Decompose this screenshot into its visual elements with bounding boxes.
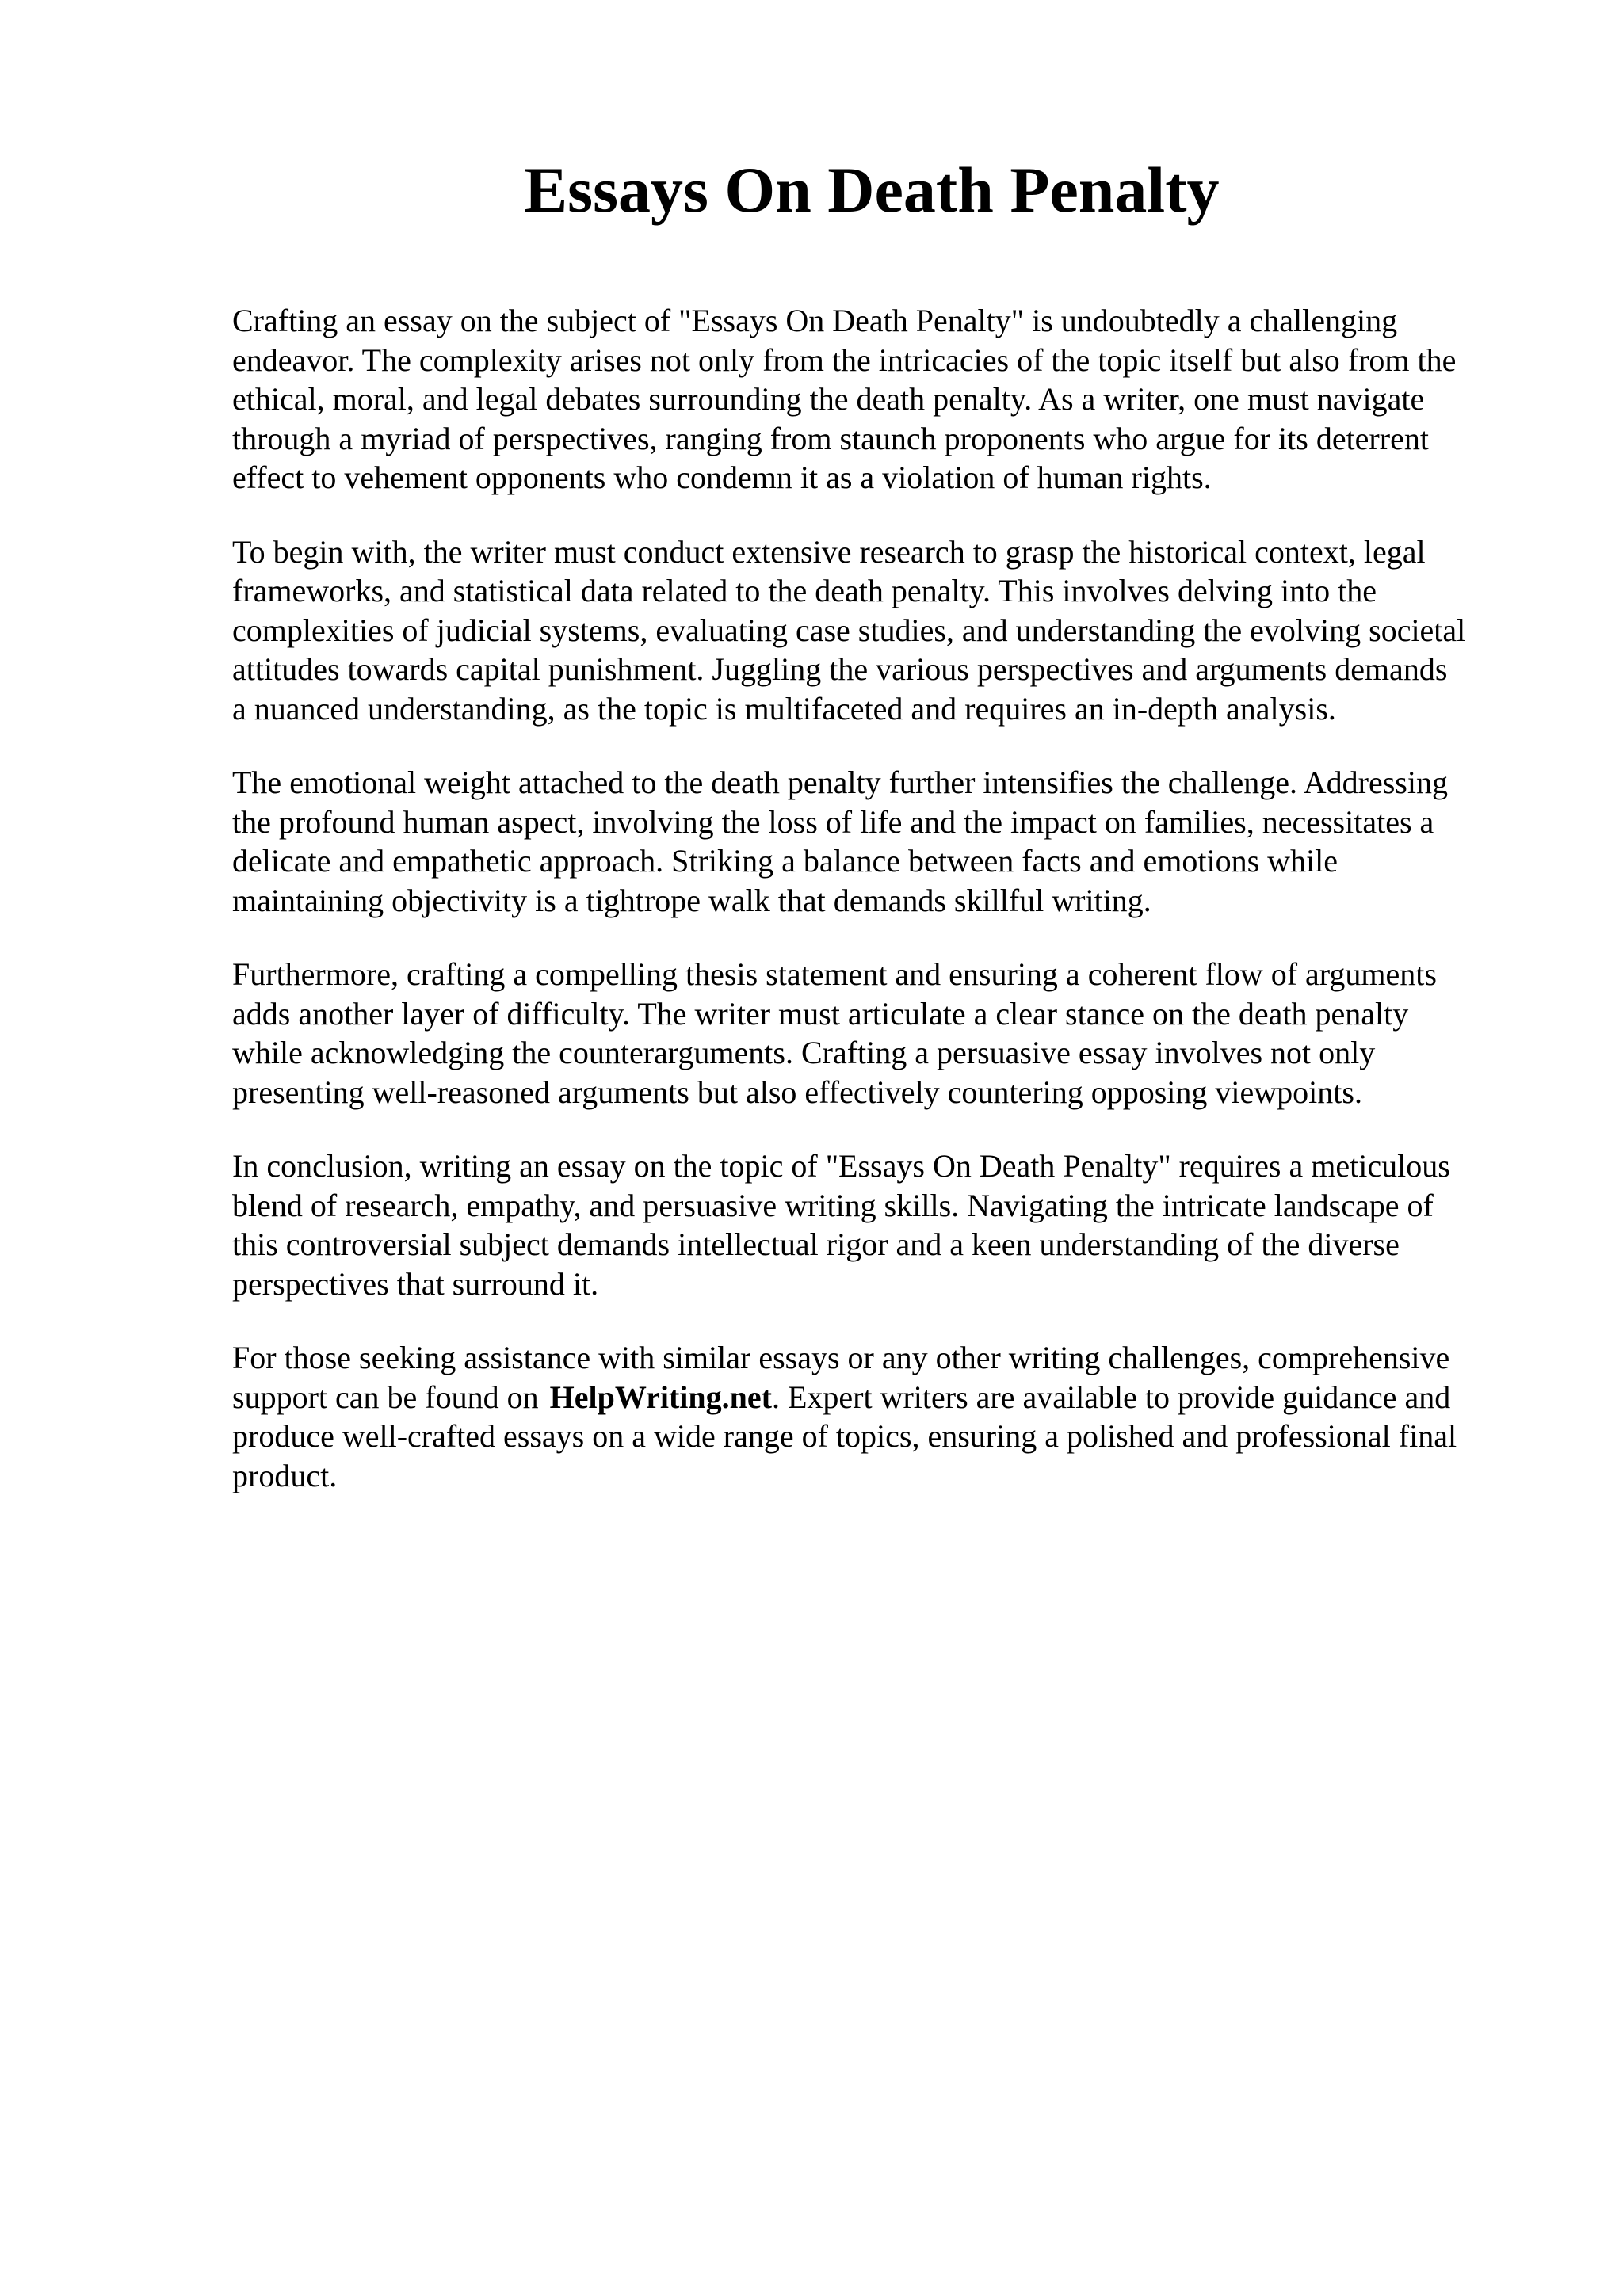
text-line: Crafting an essay on the subject of "Essays On Death Penalty" is undoubtedly a challenging xyxy=(232,303,1398,338)
text-line: a nuanced understanding, as the topic is multifaceted and requires an in-depth analysis. xyxy=(232,690,1336,727)
text-fragment: . Expert writers are available to provide guidance and xyxy=(771,1379,1451,1415)
text-fragment: support can be found on xyxy=(232,1379,539,1415)
paragraph-4 xyxy=(232,955,1532,1112)
text-line-with-link xyxy=(232,1378,1532,1417)
text-line: maintaining objectivity is a tightrope walk that demands skillful writing. xyxy=(232,882,1151,918)
text-line: through a myriad of perspectives, ranging from staunch proponents who argue for its deterrent xyxy=(232,420,1429,456)
text-line: In conclusion, writing an essay on the topic of "Essays On Death Penalty" requires a meticulous xyxy=(232,1148,1450,1184)
text-line: effect to vehement opponents who condemn it as a violation of human rights. xyxy=(232,460,1212,495)
text-line: frameworks, and statistical data related to the death penalty. This involves delving into the xyxy=(232,573,1377,608)
helpwriting-link[interactable]: HelpWriting.net xyxy=(549,1379,772,1415)
page-title: Essays On Death Penalty xyxy=(524,154,1220,226)
text-line: blend of research, empathy, and persuasive writing skills. Navigating the intricate landscape of xyxy=(232,1187,1434,1223)
text-line: this controversial subject demands intellectual rigor and a keen understanding of the diverse xyxy=(232,1226,1400,1262)
closing-paragraph xyxy=(232,1338,1532,1495)
text-line: complexities of judicial systems, evaluating case studies, and understanding the evolving societal xyxy=(232,612,1466,648)
paragraph-3 xyxy=(232,763,1532,920)
text-line: For those seeking assistance with similar essays or any other writing challenges, comprehensive xyxy=(232,1340,1450,1375)
text-line: The emotional weight attached to the death penalty further intensifies the challenge. Addressing xyxy=(232,765,1448,800)
text-line: while acknowledging the counterarguments. Crafting a persuasive essay involves not only xyxy=(232,1035,1376,1070)
text-line: the profound human aspect, involving the loss of life and the impact on families, necessitates a xyxy=(232,803,1434,840)
text-line: endeavor. The complexity arises not only from the intricacies of the topic itself but also from the xyxy=(232,341,1457,378)
text-line: ethical, moral, and legal debates surrounding the death penalty. As a writer, one must navigate xyxy=(232,381,1425,417)
text-line: presenting well-reasoned arguments but also effectively countering opposing viewpoints. xyxy=(232,1074,1362,1110)
text-line: delicate and empathetic approach. Striking a balance between facts and emotions while xyxy=(232,843,1338,879)
text-line: To begin with, the writer must conduct extensive research to grasp the historical context, legal xyxy=(232,533,1426,570)
essay-body xyxy=(232,301,1532,1530)
text-line: attitudes towards capital punishment. Juggling the various perspectives and arguments demands xyxy=(232,651,1448,687)
paragraph-1 xyxy=(232,301,1532,498)
text-line: Furthermore, crafting a compelling thesis statement and ensuring a coherent flow of arguments xyxy=(232,956,1437,992)
paragraph-5 xyxy=(232,1146,1532,1303)
text-line: perspectives that surround it. xyxy=(232,1265,599,1302)
paragraph-2 xyxy=(232,532,1532,729)
text-line: produce well-crafted essays on a wide range of topics, ensuring a polished and professional final xyxy=(232,1418,1457,1454)
text-line: product. xyxy=(232,1457,338,1493)
text-line: adds another layer of difficulty. The writer must articulate a clear stance on the death penalty xyxy=(232,995,1409,1032)
